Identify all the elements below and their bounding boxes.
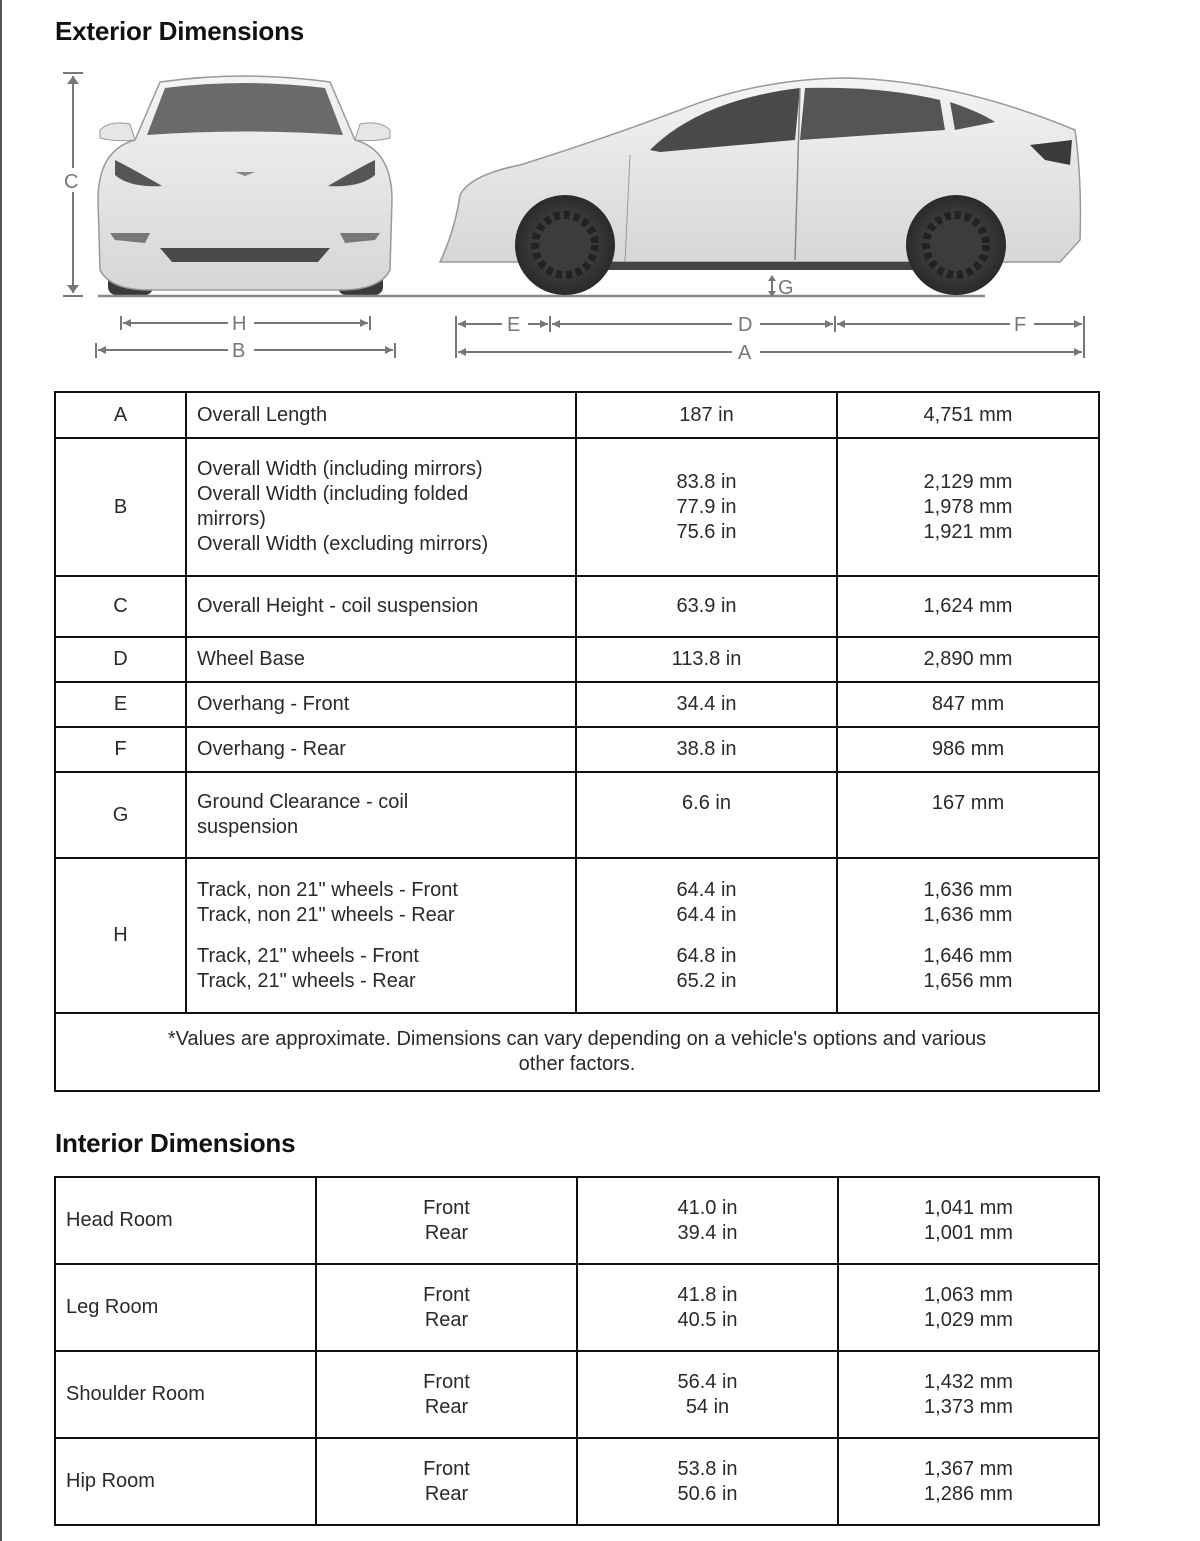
mm-cell: 2,890 mm	[837, 637, 1099, 682]
label-d: D	[738, 314, 753, 336]
code-cell: A	[55, 392, 186, 438]
label-h: H	[232, 313, 247, 335]
table-row	[55, 438, 1099, 576]
measure-name-cell: Shoulder Room	[55, 1351, 316, 1438]
mm-cell: 1,624 mm	[837, 576, 1099, 637]
inches-cell: 38.8 in	[576, 727, 837, 772]
mm-cell: 4,751 mm	[837, 392, 1099, 438]
inches-cell: 34.4 in	[576, 682, 837, 727]
table-row	[55, 392, 1099, 438]
label-f: F	[1014, 314, 1027, 336]
description-cell: Overhang - Front	[186, 682, 576, 727]
dimension-g	[768, 275, 776, 297]
approximation-note: *Values are approximate. Dimensions can vary depending on a vehicle's options and various other factors.	[55, 1013, 1099, 1091]
table-row	[55, 682, 1099, 727]
table-row	[55, 1264, 1099, 1351]
position-cell: Front Rear	[316, 1177, 577, 1264]
code-cell: C	[55, 576, 186, 637]
table-row	[55, 576, 1099, 637]
table-row	[55, 727, 1099, 772]
code-cell: D	[55, 637, 186, 682]
inches-cell: 41.8 in 40.5 in	[577, 1264, 838, 1351]
mm-cell: 2,129 mm 1,978 mm 1,921 mm	[837, 438, 1099, 576]
code-cell: G	[55, 772, 186, 858]
car-side-view	[440, 78, 1080, 295]
label-c: C	[64, 171, 79, 193]
interior-dimensions-table	[54, 1176, 1100, 1526]
dimension-edf	[456, 316, 1084, 358]
label-e: E	[507, 314, 521, 336]
mm-cell: 1,432 mm 1,373 mm	[838, 1351, 1099, 1438]
interior-dimensions-heading: Interior Dimensions	[55, 1128, 296, 1158]
description-cell: Overhang - Rear	[186, 727, 576, 772]
description-cell: Wheel Base	[186, 637, 576, 682]
measure-name-cell: Head Room	[55, 1177, 316, 1264]
measure-name-cell: Leg Room	[55, 1264, 316, 1351]
code-cell: E	[55, 682, 186, 727]
mm-cell: 986 mm	[837, 727, 1099, 772]
label-a: A	[738, 342, 752, 364]
measure-name-cell: Hip Room	[55, 1438, 316, 1525]
inches-cell: 187 in	[576, 392, 837, 438]
inches-cell: 63.9 in	[576, 576, 837, 637]
inches-cell: 56.4 in 54 in	[577, 1351, 838, 1438]
position-cell: Front Rear	[316, 1438, 577, 1525]
description-cell: Track, non 21" wheels - Front Track, non 21" wheels - Rear Track, 21" wheels - Front Track, 21" wheels - Rear	[186, 858, 576, 1013]
table-row	[55, 858, 1099, 1013]
inches-cell: 41.0 in 39.4 in	[577, 1177, 838, 1264]
position-cell: Front Rear	[316, 1351, 577, 1438]
inches-cell: 53.8 in 50.6 in	[577, 1438, 838, 1525]
label-g: G	[778, 277, 794, 299]
table-row	[55, 637, 1099, 682]
table-row	[55, 1438, 1099, 1525]
code-cell: F	[55, 727, 186, 772]
description-cell: Overall Width (including mirrors) Overall Width (including folded mirrors) Overall Width (excluding mirrors)	[186, 438, 576, 576]
code-cell: H	[55, 858, 186, 1013]
inches-cell: 6.6 in	[576, 772, 837, 858]
mm-cell: 1,367 mm 1,286 mm	[838, 1438, 1099, 1525]
inches-cell: 64.4 in 64.4 in 64.8 in 65.2 in	[576, 858, 837, 1013]
mm-cell: 1,063 mm 1,029 mm	[838, 1264, 1099, 1351]
description-cell: Overall Height - coil suspension	[186, 576, 576, 637]
exterior-dimensions-heading: Exterior Dimensions	[55, 16, 305, 46]
table-note-row	[55, 1013, 1099, 1091]
mm-cell: 1,636 mm 1,636 mm 1,646 mm 1,656 mm	[837, 858, 1099, 1013]
code-cell: B	[55, 438, 186, 576]
label-b: B	[232, 340, 246, 362]
description-cell: Overall Length	[186, 392, 576, 438]
table-row	[55, 1177, 1099, 1264]
exterior-dimensions-diagram	[0, 60, 1200, 380]
car-front-view	[98, 76, 392, 295]
exterior-dimensions-table	[54, 391, 1100, 1092]
inches-cell: 113.8 in	[576, 637, 837, 682]
table-row	[55, 1351, 1099, 1438]
description-cell: Ground Clearance - coil suspension	[186, 772, 576, 858]
mm-cell: 167 mm	[837, 772, 1099, 858]
table-row	[55, 772, 1099, 858]
position-cell: Front Rear	[316, 1264, 577, 1351]
dimension-b	[96, 343, 395, 358]
mm-cell: 1,041 mm 1,001 mm	[838, 1177, 1099, 1264]
inches-cell: 83.8 in 77.9 in 75.6 in	[576, 438, 837, 576]
mm-cell: 847 mm	[837, 682, 1099, 727]
